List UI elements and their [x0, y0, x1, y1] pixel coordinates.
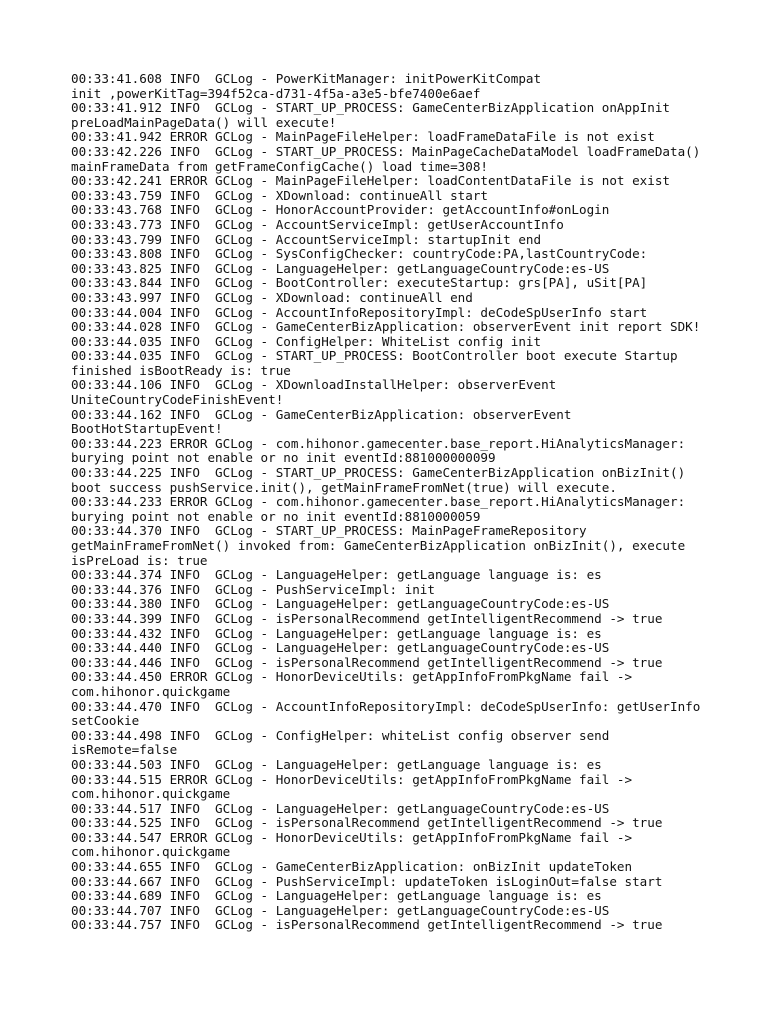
log-line: 00:33:44.399 INFO GCLog - isPersonalRecommend getIntelligentRecommend -> true [71, 610, 663, 626]
log-line: 00:33:44.525 INFO GCLog - isPersonalRecommend getIntelligentRecommend -> true [71, 815, 663, 831]
log-line: isRemote=false [71, 742, 178, 758]
log-line: burying point not enable or no init eventId:8810000059 [71, 508, 481, 524]
log-line: com.hihonor.quickgame [71, 844, 231, 860]
log-line: 00:33:43.773 INFO GCLog - AccountServiceImpl: getUserAccountInfo [71, 216, 564, 232]
log-document [71, 72, 711, 933]
log-line: 00:33:44.440 INFO GCLog - LanguageHelper: getLanguageCountryCode:es-US [71, 640, 610, 656]
log-line: 00:33:44.450 ERROR GCLog - HonorDeviceUtils: getAppInfoFromPkgName fail -> [71, 669, 633, 685]
log-line: getMainFrameFromNet() invoked from: GameCenterBizApplication onBizInit(), execute [71, 538, 686, 553]
log-line: 00:33:44.223 ERROR GCLog - com.hihonor.gamecenter.base_report.HiAnalyticsManager: [71, 435, 686, 451]
log-line: UniteCountryCodeFinishEvent! [71, 392, 284, 408]
log-line: 00:33:41.608 INFO GCLog - PowerKitManager: initPowerKitCompat [71, 71, 542, 86]
log-line: 00:33:44.517 INFO GCLog - LanguageHelper: getLanguageCountryCode:es-US [71, 800, 610, 816]
log-line: burying point not enable or no init eventId:881000000099 [71, 450, 496, 466]
log-line: 00:33:44.515 ERROR GCLog - HonorDeviceUtils: getAppInfoFromPkgName fail -> [71, 771, 633, 787]
log-line: finished isBootReady is: true [71, 362, 291, 378]
log-line: mainFrameData from getFrameConfigCache() load time=308! [71, 158, 489, 174]
log-line: 00:33:44.470 INFO GCLog - AccountInfoRepositoryImpl: deCodeSpUserInfo: getUserInfo [71, 698, 701, 714]
log-line: 00:33:43.808 INFO GCLog - SysConfigChecker: countryCode:PA,lastCountryCode: [71, 246, 648, 262]
log-line: 00:33:44.446 INFO GCLog - isPersonalRecommend getIntelligentRecommend -> true [71, 654, 663, 670]
log-line: isPreLoad is: true [71, 552, 208, 568]
log-line: com.hihonor.quickgame [71, 786, 231, 802]
log-line: 00:33:43.997 INFO GCLog - XDownload: continueAll end [71, 289, 473, 305]
log-line: 00:33:44.233 ERROR GCLog - com.hihonor.gamecenter.base_report.HiAnalyticsManager: [71, 494, 686, 510]
log-line: setCookie [71, 713, 140, 729]
log-line: 00:33:44.380 INFO GCLog - LanguageHelper: getLanguageCountryCode:es-US [71, 596, 610, 612]
log-line: 00:33:44.498 INFO GCLog - ConfigHelper: whiteList config observer send [71, 727, 610, 743]
log-line: 00:33:44.689 INFO GCLog - LanguageHelper: getLanguage language is: es [71, 888, 602, 904]
log-line: 00:33:43.759 INFO GCLog - XDownload: continueAll start [71, 187, 489, 203]
log-line: init ,powerKitTag=394f52ca-d731-4f5a-a3e5-bfe7400e6aef [71, 85, 481, 101]
log-line: 00:33:41.912 INFO GCLog - START_UP_PROCESS: GameCenterBizApplication onAppInit [71, 100, 670, 116]
log-line: com.hihonor.quickgame [71, 683, 231, 699]
log-line: boot success pushService.init(), getMainFrameFromNet(true) will execute. [71, 479, 617, 495]
log-line: 00:33:44.374 INFO GCLog - LanguageHelper: getLanguage language is: es [71, 567, 602, 583]
log-line: 00:33:43.768 INFO GCLog - HonorAccountProvider: getAccountInfo#onLogin [71, 202, 610, 218]
log-line: 00:33:44.035 INFO GCLog - START_UP_PROCESS: BootController boot execute Startup [71, 348, 678, 364]
log-line: 00:33:43.799 INFO GCLog - AccountServiceImpl: startupInit end [71, 231, 542, 247]
log-line: 00:33:44.028 INFO GCLog - GameCenterBizApplication: observerEvent init report SDK! [71, 319, 701, 335]
log-line: 00:33:44.376 INFO GCLog - PushServiceImpl: init [71, 581, 435, 597]
log-line: 00:33:44.432 INFO GCLog - LanguageHelper: getLanguage language is: es [71, 625, 602, 641]
log-line: 00:33:44.707 INFO GCLog - LanguageHelper: getLanguageCountryCode:es-US [71, 902, 610, 918]
log-line: 00:33:44.035 INFO GCLog - ConfigHelper: WhiteList config init [71, 333, 542, 349]
log-line: preLoadMainPageData() will execute! [71, 114, 337, 130]
log-line: 00:33:44.370 INFO GCLog - START_UP_PROCESS: MainPageFrameRepository [71, 523, 587, 539]
log-line: 00:33:44.503 INFO GCLog - LanguageHelper: getLanguage language is: es [71, 756, 602, 772]
log-line: 00:33:44.004 INFO GCLog - AccountInfoRepositoryImpl: deCodeSpUserInfo start [71, 304, 648, 320]
log-line: 00:33:44.547 ERROR GCLog - HonorDeviceUtils: getAppInfoFromPkgName fail -> [71, 829, 633, 845]
log-line: 00:33:43.825 INFO GCLog - LanguageHelper: getLanguageCountryCode:es-US [71, 260, 610, 276]
log-text-block [71, 72, 711, 933]
log-line: BootHotStartupEvent! [71, 421, 223, 437]
log-line: 00:33:43.844 INFO GCLog - BootController: executeStartup: grs[PA], uSit[PA] [71, 275, 648, 291]
log-line: 00:33:42.241 ERROR GCLog - MainPageFileHelper: loadContentDataFile is not exist [71, 173, 670, 189]
log-line: 00:33:42.226 INFO GCLog - START_UP_PROCESS: MainPageCacheDataModel loadFrameData() [71, 143, 701, 159]
log-line: 00:33:44.655 INFO GCLog - GameCenterBizApplication: onBizInit updateToken [71, 859, 633, 875]
log-line: 00:33:44.162 INFO GCLog - GameCenterBizApplication: observerEvent [71, 406, 572, 422]
log-line: 00:33:44.106 INFO GCLog - XDownloadInstallHelper: observerEvent [71, 377, 557, 393]
log-line: 00:33:41.942 ERROR GCLog - MainPageFileHelper: loadFrameDataFile is not exist [71, 129, 655, 145]
log-line: 00:33:44.757 INFO GCLog - isPersonalRecommend getIntelligentRecommend -> true [71, 917, 663, 933]
log-line: 00:33:44.667 INFO GCLog - PushServiceImpl: updateToken isLoginOut=false start [71, 873, 663, 889]
log-line: 00:33:44.225 INFO GCLog - START_UP_PROCESS: GameCenterBizApplication onBizInit() [71, 465, 686, 481]
